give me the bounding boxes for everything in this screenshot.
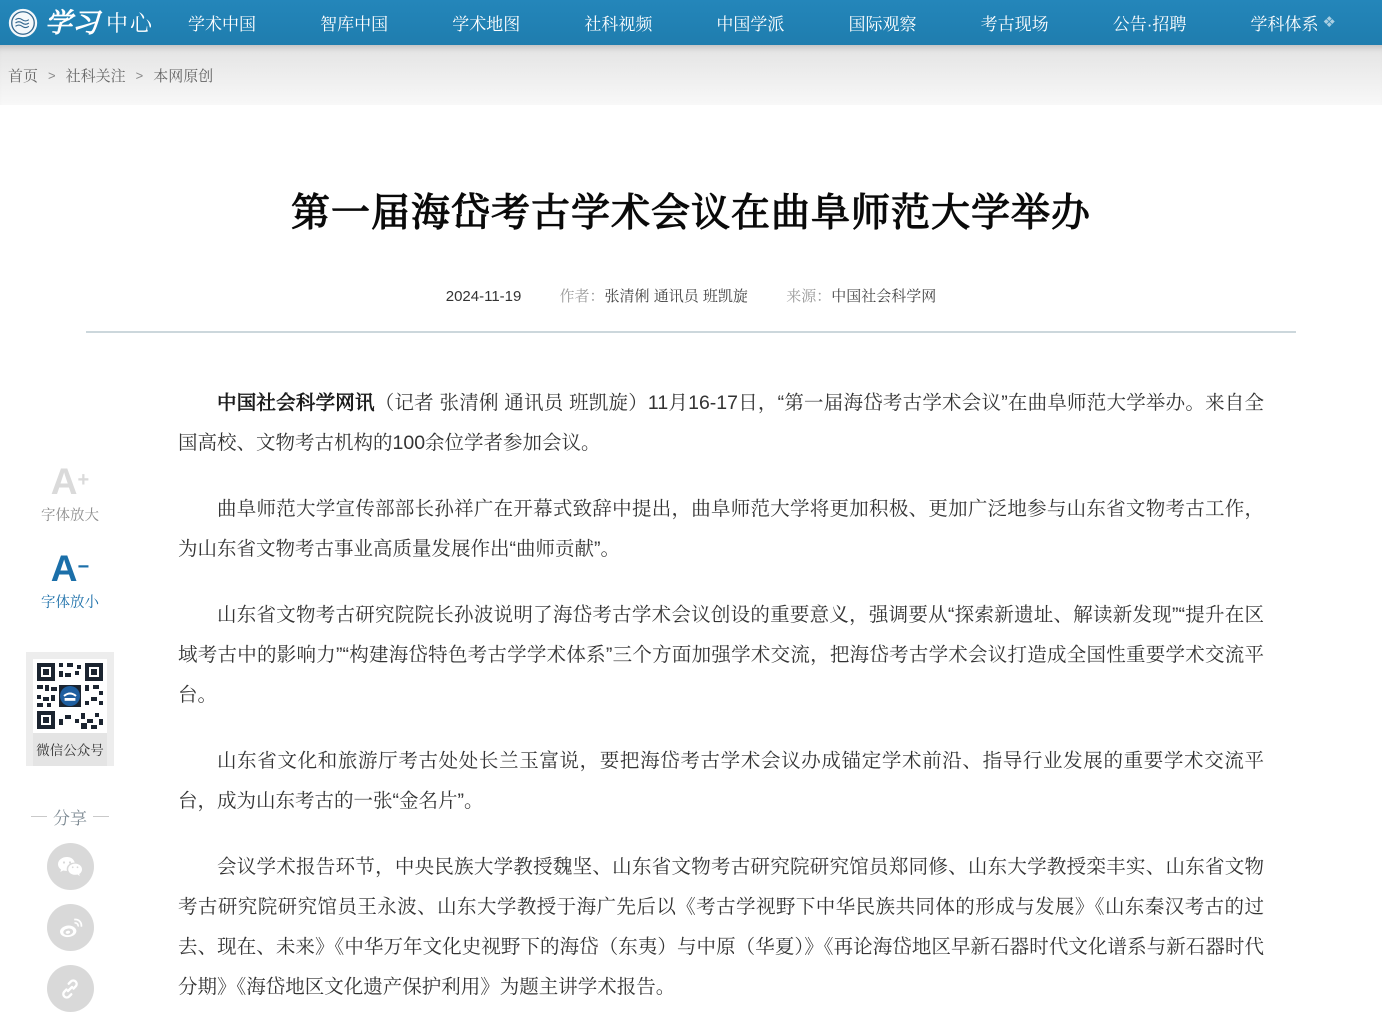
article-body xyxy=(178,383,1264,1007)
article-date: 2024-11-19 xyxy=(445,287,522,305)
paragraph-text: 山东省文物考古研究院院长孙波说明了海岱考古学术会议创设的重要意义，强调要从“探索新遗址、解读新发现”“提升在区域考古中的影响力”“构建海岱特色考古学学术体系”三个方面加强学术交流，把海岱考古学术会议打造成全国性重要学术交流平台。 xyxy=(178,603,1264,706)
weibo-share-button[interactable] xyxy=(47,904,94,951)
nav-item-label: 学科体系 xyxy=(1250,15,1319,34)
qr-caption: 微信公众号 xyxy=(33,733,107,766)
logo-brand-suffix: 中心 xyxy=(106,11,155,36)
article-paragraph xyxy=(178,741,1264,821)
breadcrumb xyxy=(0,45,1382,105)
font-increase-icon: A+ xyxy=(50,461,90,502)
share-dash-right xyxy=(93,816,109,817)
diamonds-icon: ❖ xyxy=(1322,14,1336,31)
nav-item-1[interactable] xyxy=(188,10,256,35)
wechat-icon xyxy=(57,856,83,878)
font-decrease-button[interactable] xyxy=(26,547,114,612)
breadcrumb-separator: > xyxy=(135,67,144,83)
font-decrease-label: 字体放小 xyxy=(41,595,99,611)
article xyxy=(0,191,1382,1007)
wechat-share-button[interactable] xyxy=(47,843,94,890)
paragraph-text: （记者 张清俐 通讯员 班凯旋）11月16-17日，“第一届海岱考古学术会议”在曲阜师范大学举办。来自全国高校、文物考古机构的100余位学者参加会议。 xyxy=(178,391,1264,454)
nav-item-label: 国际观察 xyxy=(848,15,917,34)
nav-item-8[interactable] xyxy=(1113,10,1187,35)
site-logo[interactable] xyxy=(8,7,156,38)
font-decrease-icon: A− xyxy=(50,548,90,589)
nav-item-label: 社科视频 xyxy=(584,15,653,34)
breadcrumb-item-1[interactable]: 首页 xyxy=(8,67,39,85)
breadcrumb-item-3[interactable]: 本网原创 xyxy=(153,67,214,85)
paragraph-text: 会议学术报告环节，中央民族大学教授魏坚、山东省文物考古研究院研究馆员郑同修、山东大学教授栾丰实、山东省文物考古研究院研究馆员王永波、山东大学教授于海广先后以《考古学视野下中华民族共同体的形成与发展》《山东秦汉考古的过去、现在、未来》《中华万年文化史视野下的海岱（东夷）与中原（华夏）》《再论海岱地区早新石器时代文化谱系与新石器时代分期》《海岱地区文化遗产保护利用》为题主讲学术报告。 xyxy=(178,855,1264,998)
breadcrumb-item-2[interactable]: 社科关注 xyxy=(65,67,126,85)
nav-item-4[interactable] xyxy=(584,10,652,35)
article-paragraph xyxy=(178,847,1264,1007)
nav-item-9[interactable] xyxy=(1250,10,1335,35)
nav-item-label: 公告·招聘 xyxy=(1112,15,1187,34)
wechat-qr-panel xyxy=(26,652,114,766)
nav-item-label: 智库中国 xyxy=(320,15,389,34)
article-paragraph xyxy=(178,489,1264,569)
article-meta xyxy=(86,285,1296,306)
article-paragraph xyxy=(178,383,1264,463)
font-increase-label: 字体放大 xyxy=(41,508,99,524)
paragraph-lead: 中国社会科学网讯 xyxy=(217,391,375,414)
article-author: 张清俐 通讯员 班凯旋 xyxy=(604,287,748,305)
breadcrumb-separator: > xyxy=(48,67,56,83)
share-dash-left xyxy=(31,816,47,817)
link-icon xyxy=(58,977,82,1001)
site-logo-icon xyxy=(8,8,38,38)
nav-item-3[interactable] xyxy=(452,10,520,35)
font-increase-button[interactable] xyxy=(26,460,114,525)
nav-item-2[interactable] xyxy=(320,10,388,35)
nav-item-label: 中国学派 xyxy=(716,15,785,34)
share-panel xyxy=(26,804,114,1012)
nav-item-label: 考古现场 xyxy=(980,15,1049,34)
qr-code xyxy=(33,659,107,733)
source-label: 来源： xyxy=(786,287,832,305)
paragraph-text: 山东省文化和旅游厅考古处处长兰玉富说，要把海岱考古学术会议办成锚定学术前沿、指导行业发展的重要学术交流平台，成为山东考古的一张“金名片”。 xyxy=(178,749,1264,812)
title-divider xyxy=(86,331,1296,333)
article-source: 中国社会科学网 xyxy=(831,287,937,305)
paragraph-text: 曲阜师范大学宣传部部长孙祥广在开幕式致辞中提出，曲阜师范大学将更加积极、更加广泛地参与山东省文物考古工作，为山东省文物考古事业高质量发展作出“曲师贡献”。 xyxy=(178,497,1264,560)
author-label: 作者： xyxy=(559,287,605,305)
logo-brand-script: 学习 xyxy=(45,7,99,38)
main-nav xyxy=(156,10,1368,35)
link-share-button[interactable] xyxy=(47,965,94,1012)
top-nav xyxy=(0,0,1382,45)
nav-item-label: 学术地图 xyxy=(452,15,521,34)
tool-rail xyxy=(26,460,114,1012)
weibo-icon xyxy=(57,917,83,939)
article-title: 第一届海岱考古学术会议在曲阜师范大学举办 xyxy=(290,192,1091,235)
share-heading xyxy=(26,804,114,829)
share-label: 分享 xyxy=(53,809,87,828)
nav-item-6[interactable] xyxy=(849,10,917,35)
nav-item-7[interactable] xyxy=(981,10,1049,35)
nav-item-label: 学术中国 xyxy=(188,15,257,34)
article-paragraph xyxy=(178,595,1264,715)
nav-item-5[interactable] xyxy=(716,10,784,35)
